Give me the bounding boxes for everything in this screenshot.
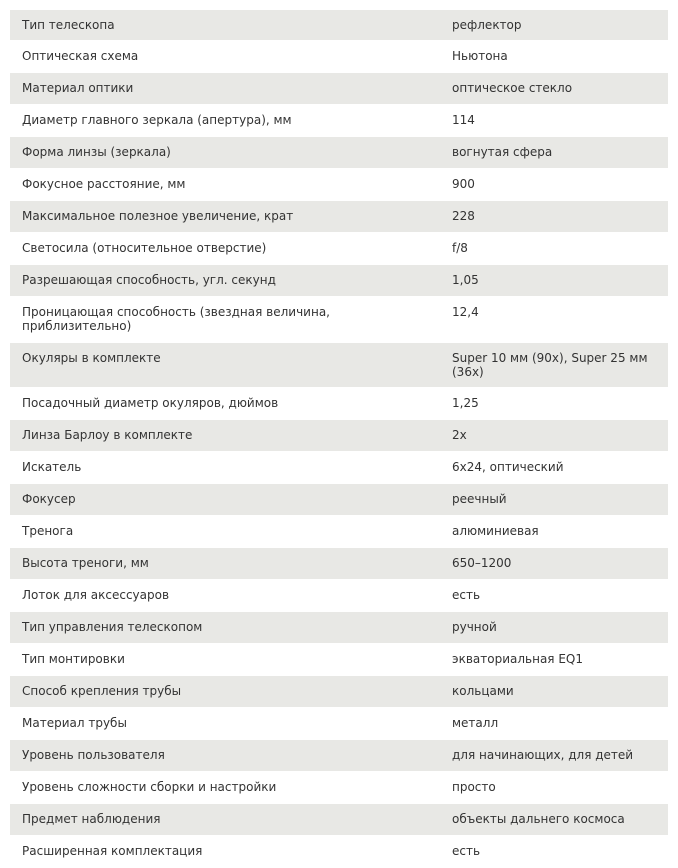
spec-row <box>10 137 668 169</box>
spec-row <box>10 201 668 233</box>
spec-value: есть <box>430 836 668 868</box>
spec-value: экваториальная EQ1 <box>430 644 668 676</box>
spec-label: Способ крепления трубы <box>10 676 430 708</box>
spec-row <box>10 297 668 343</box>
spec-label: Диаметр главного зеркала (апертура), мм <box>10 105 430 137</box>
spec-value: объекты дальнего космоса <box>430 804 668 836</box>
spec-label: Окуляры в комплекте <box>10 343 430 388</box>
spec-label: Максимальное полезное увеличение, крат <box>10 201 430 233</box>
spec-row <box>10 452 668 484</box>
spec-row <box>10 580 668 612</box>
spec-row <box>10 740 668 772</box>
spec-row <box>10 41 668 73</box>
spec-value: рефлектор <box>430 10 668 41</box>
spec-value: 650–1200 <box>430 548 668 580</box>
spec-value: 228 <box>430 201 668 233</box>
spec-value: 12,4 <box>430 297 668 343</box>
spec-row <box>10 772 668 804</box>
spec-label: Материал трубы <box>10 708 430 740</box>
spec-row <box>10 708 668 740</box>
spec-value: 900 <box>430 169 668 201</box>
spec-value: алюминиевая <box>430 516 668 548</box>
spec-label: Тип монтировки <box>10 644 430 676</box>
spec-row <box>10 548 668 580</box>
spec-label: Фокусер <box>10 484 430 516</box>
specifications-table <box>10 10 668 868</box>
spec-row <box>10 10 668 41</box>
spec-label: Тип телескопа <box>10 10 430 41</box>
spec-label: Уровень пользователя <box>10 740 430 772</box>
spec-label: Тренога <box>10 516 430 548</box>
spec-label: Материал оптики <box>10 73 430 105</box>
spec-label: Расширенная комплектация <box>10 836 430 868</box>
spec-row <box>10 484 668 516</box>
spec-value: 6x24, оптический <box>430 452 668 484</box>
spec-value: металл <box>430 708 668 740</box>
spec-label: Предмет наблюдения <box>10 804 430 836</box>
spec-value: для начинающих, для детей <box>430 740 668 772</box>
spec-value: есть <box>430 580 668 612</box>
spec-label: Разрешающая способность, угл. секунд <box>10 265 430 297</box>
spec-value: Ньютона <box>430 41 668 73</box>
spec-value: Super 10 мм (90x), Super 25 мм (36x) <box>430 343 668 388</box>
spec-row <box>10 233 668 265</box>
spec-value: оптическое стекло <box>430 73 668 105</box>
spec-row <box>10 836 668 868</box>
spec-value: 1,25 <box>430 388 668 420</box>
spec-row <box>10 73 668 105</box>
spec-value: кольцами <box>430 676 668 708</box>
spec-label: Тип управления телескопом <box>10 612 430 644</box>
spec-row <box>10 612 668 644</box>
spec-label: Форма линзы (зеркала) <box>10 137 430 169</box>
spec-label: Высота треноги, мм <box>10 548 430 580</box>
spec-value: вогнутая сфера <box>430 137 668 169</box>
spec-row <box>10 644 668 676</box>
spec-row <box>10 516 668 548</box>
spec-label: Оптическая схема <box>10 41 430 73</box>
spec-row <box>10 420 668 452</box>
spec-row <box>10 265 668 297</box>
spec-label: Светосила (относительное отверстие) <box>10 233 430 265</box>
spec-label: Лоток для аксессуаров <box>10 580 430 612</box>
spec-value: 1,05 <box>430 265 668 297</box>
spec-row <box>10 105 668 137</box>
spec-value: f/8 <box>430 233 668 265</box>
spec-value: 2x <box>430 420 668 452</box>
spec-row <box>10 804 668 836</box>
spec-label: Линза Барлоу в комплекте <box>10 420 430 452</box>
spec-row <box>10 676 668 708</box>
spec-row <box>10 169 668 201</box>
spec-label: Уровень сложности сборки и настройки <box>10 772 430 804</box>
spec-label: Фокусное расстояние, мм <box>10 169 430 201</box>
spec-row <box>10 343 668 388</box>
spec-value: просто <box>430 772 668 804</box>
spec-value: ручной <box>430 612 668 644</box>
spec-value: реечный <box>430 484 668 516</box>
spec-value: 114 <box>430 105 668 137</box>
spec-label: Проницающая способность (звездная величина, приблизительно) <box>10 297 430 343</box>
spec-label: Искатель <box>10 452 430 484</box>
spec-row <box>10 388 668 420</box>
spec-label: Посадочный диаметр окуляров, дюймов <box>10 388 430 420</box>
